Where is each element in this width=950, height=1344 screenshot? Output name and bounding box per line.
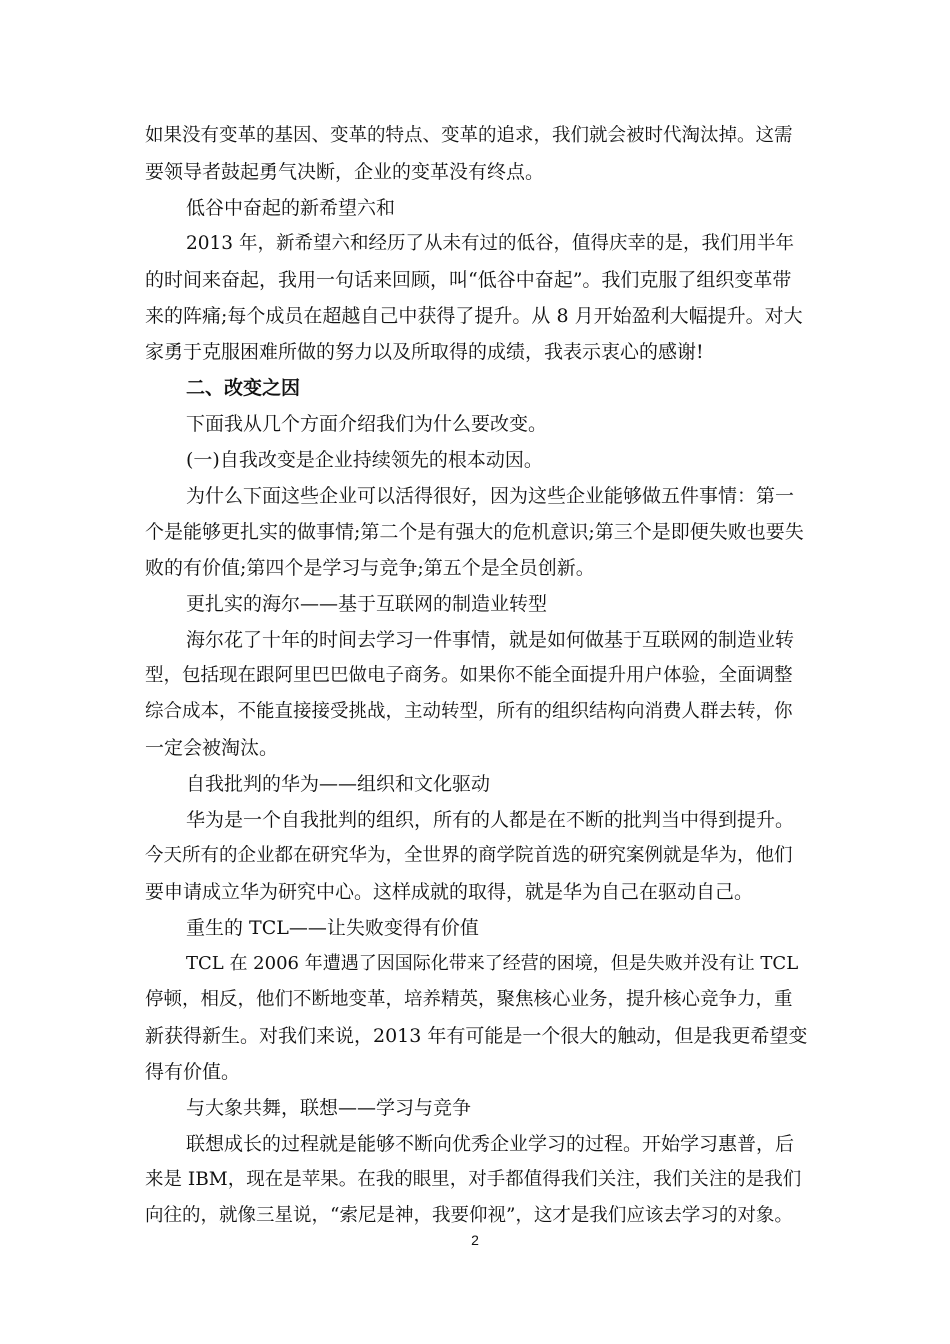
body-line: TCL 在 2006 年遭遇了因国际化带来了经营的困境，但是失败并没有让 TCL [186, 953, 799, 974]
body-line: 来是 IBM，现在是苹果。在我的眼里，对手都值得我们关注，我们关注的是我们 [145, 1169, 802, 1190]
body-line: 败的有价值;第四个是学习与竞争;第五个是全员创新。 [145, 557, 595, 579]
body-line: 要申请成立华为研究中心。这样成就的取得，就是华为自己在驱动自己。 [145, 881, 754, 903]
page-number: 2 [471, 1232, 479, 1248]
subheading-line: 重生的 TCL——让失败变得有价值 [186, 917, 479, 939]
body-line: 综合成本，不能直接接受挑战，主动转型，所有的组织结构向消费人群去转，你 [145, 701, 793, 722]
body-line: 个是能够更扎实的做事情;第二个是有强大的危机意识;第三个是即便失败也要失 [145, 521, 804, 543]
subheading-line: 自我批判的华为——组织和文化驱动 [186, 773, 491, 795]
body-line: 新获得新生。对我们来说，2013 年有可能是一个很大的触动，但是我更希望变 [145, 1025, 808, 1047]
body-line: 为什么下面这些企业可以活得很好，因为这些企业能够做五件事情：第一 [186, 485, 795, 507]
body-line: 要领导者鼓起勇气决断，企业的变革没有终点。 [145, 161, 545, 183]
body-line: 来的阵痛;每个成员在超越自己中获得了提升。从 8 月开始盈利大幅提升。对大 [145, 305, 803, 327]
subheading-line: 更扎实的海尔——基于互联网的制造业转型 [186, 593, 548, 615]
body-line: 联想成长的过程就是能够不断向优秀企业学习的过程。开始学习惠普，后 [186, 1133, 795, 1155]
body-line: 今天所有的企业都在研究华为，全世界的商学院首选的研究案例就是华为，他们 [145, 845, 793, 866]
body-line: 的时间来奋起，我用一句话来回顾，叫“低谷中奋起”。我们克服了组织变革带 [145, 269, 792, 291]
body-line: 向往的，就像三星说，“索尼是神，我要仰视”，这才是我们应该去学习的对象。 [145, 1205, 793, 1226]
section-heading: 二、改变之因 [186, 377, 301, 399]
body-line: 家勇于克服困难所做的努力以及所取得的成绩，我表示衷心的感谢! [145, 341, 704, 363]
body-line: 华为是一个自我批判的组织，所有的人都是在不断的批判当中得到提升。 [186, 809, 795, 831]
body-line: 停顿，相反，他们不断地变革，培养精英，聚焦核心业务，提升核心竞争力，重 [145, 989, 793, 1010]
subheading-line: 低谷中奋起的新希望六和 [186, 197, 396, 219]
body-line: 如果没有变革的基因、变革的特点、变革的追求，我们就会被时代淘汰掉。这需 [145, 125, 793, 146]
subheading-line: 与大象共舞，联想——学习与竞争 [186, 1097, 472, 1119]
body-line: 一定会被淘汰。 [145, 737, 279, 759]
subheading-line: (一)自我改变是企业持续领先的根本动因。 [186, 449, 543, 471]
body-line: 2013 年，新希望六和经历了从未有过的低谷，值得庆幸的是，我们用半年 [186, 233, 794, 254]
body-line: 型，包括现在跟阿里巴巴做电子商务。如果你不能全面提升用户体验，全面调整 [145, 665, 793, 686]
body-line: 下面我从几个方面介绍我们为什么要改变。 [186, 413, 548, 435]
body-line: 得有价值。 [145, 1061, 241, 1083]
body-line: 海尔花了十年的时间去学习一件事情，就是如何做基于互联网的制造业转 [186, 629, 795, 651]
